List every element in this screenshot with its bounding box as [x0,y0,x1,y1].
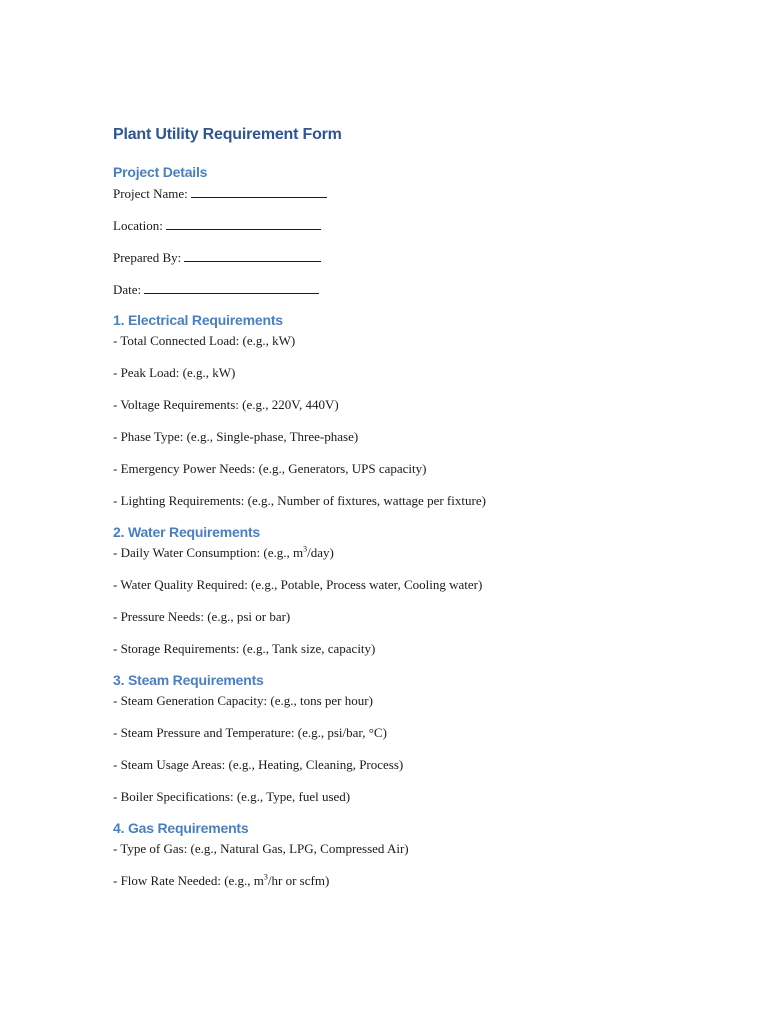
gas-section [113,818,673,890]
item-text: /hr or scfm) [267,873,330,888]
prepared-by-label: Prepared By: [113,250,182,265]
list-item: - Steam Generation Capacity: (e.g., tons per hour) [113,693,373,708]
prepared-by-blank[interactable] [184,248,321,262]
project-name-label: Project Name: [113,186,188,201]
steam-heading: 3. Steam Requirements [113,672,264,688]
list-item [113,544,673,562]
electrical-section [113,310,673,510]
location-blank[interactable] [166,216,321,230]
list-item: - Water Quality Required: (e.g., Potable, Process water, Cooling water) [113,577,483,592]
list-item: - Steam Usage Areas: (e.g., Heating, Cleaning, Process) [113,757,404,772]
list-item: - Pressure Needs: (e.g., psi or bar) [113,609,291,624]
water-heading: 2. Water Requirements [113,524,260,540]
gas-heading: 4. Gas Requirements [113,820,249,836]
project-details-section [113,162,673,298]
list-item: - Boiler Specifications: (e.g., Type, fuel used) [113,789,351,804]
list-item: - Storage Requirements: (e.g., Tank size, capacity) [113,641,376,656]
list-item: - Voltage Requirements: (e.g., 220V, 440V) [113,397,339,412]
location-field [113,216,673,234]
project-name-blank[interactable] [191,184,327,198]
document-title: Plant Utility Requirement Form [113,126,342,143]
document-body [113,124,673,902]
date-blank[interactable] [144,280,319,294]
date-label: Date: [113,282,142,297]
electrical-heading: 1. Electrical Requirements [113,312,283,328]
location-label: Location: [113,218,163,233]
superscript: 3 [263,872,268,882]
list-item: - Steam Pressure and Temperature: (e.g., psi/bar, °C) [113,725,387,740]
item-text: /day) [307,545,334,560]
project-details-heading: Project Details [113,164,208,180]
prepared-by-field [113,248,673,266]
list-item: - Total Connected Load: (e.g., kW) [113,333,296,348]
list-item: - Lighting Requirements: (e.g., Number of fixtures, wattage per fixture) [113,493,486,508]
item-text: - Daily Water Consumption: (e.g., m [113,545,304,560]
item-text: - Flow Rate Needed: (e.g., m [113,873,264,888]
superscript: 3 [303,544,308,554]
list-item: - Emergency Power Needs: (e.g., Generators, UPS capacity) [113,461,427,476]
list-item: - Phase Type: (e.g., Single-phase, Three-phase) [113,429,359,444]
project-name-field [113,184,673,202]
list-item: - Peak Load: (e.g., kW) [113,365,236,380]
water-section [113,522,673,658]
list-item: - Type of Gas: (e.g., Natural Gas, LPG, Compressed Air) [113,841,409,856]
list-item [113,872,673,890]
steam-section [113,670,673,806]
date-field [113,280,673,298]
